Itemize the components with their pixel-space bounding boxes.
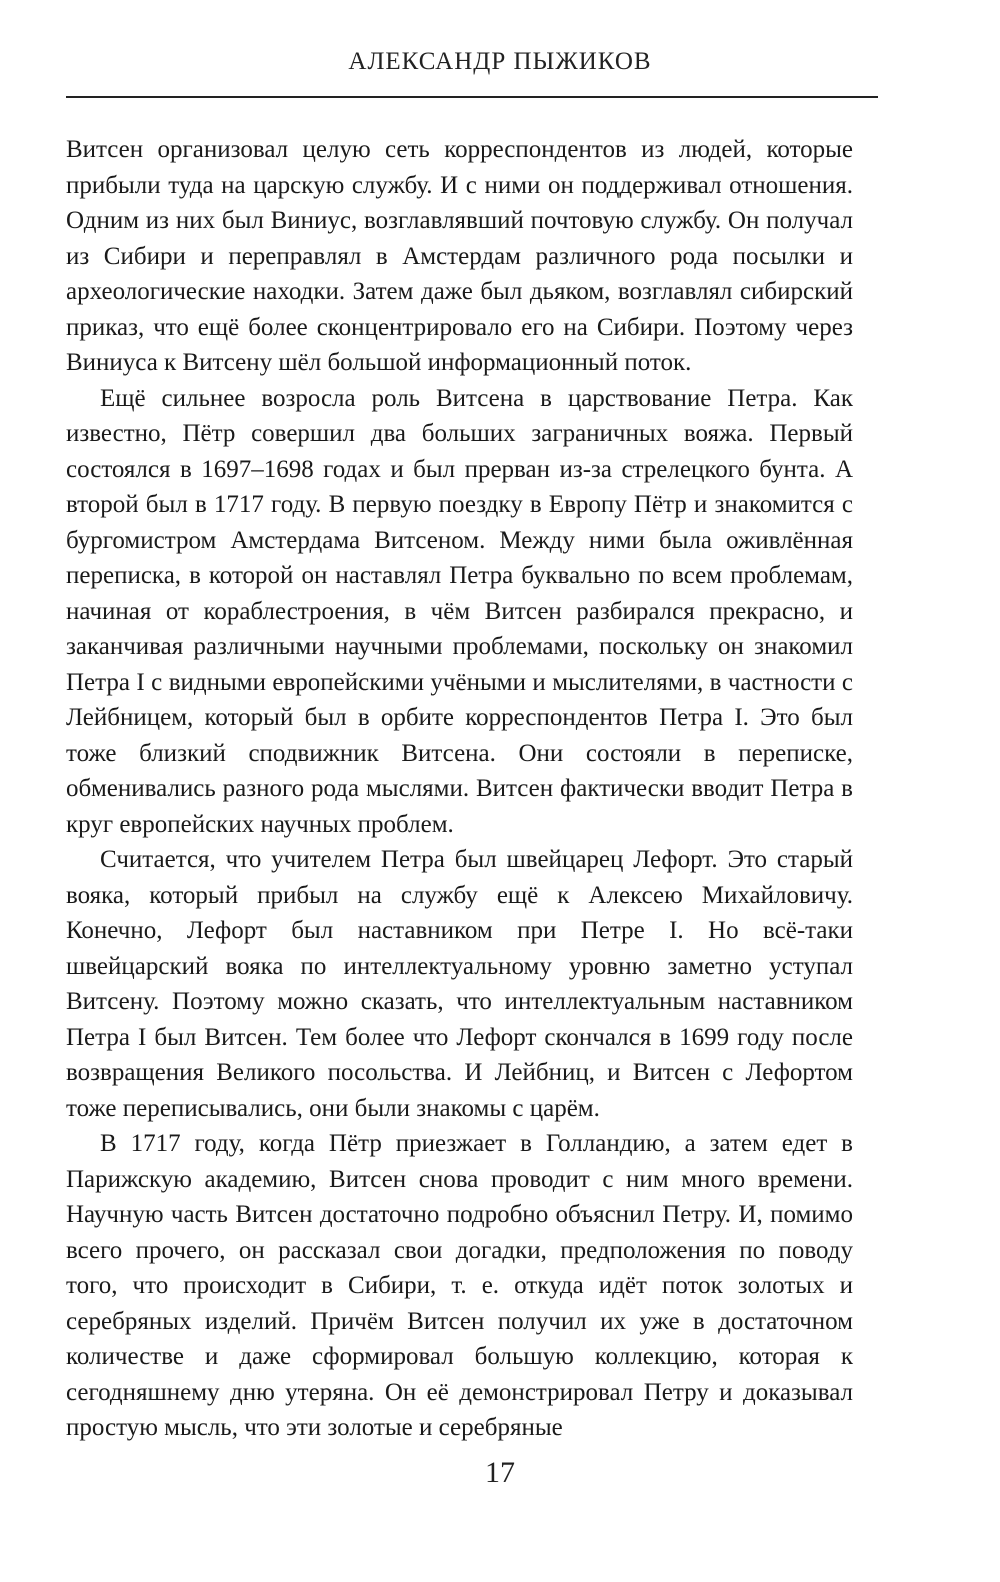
- paragraph-1: Витсен организовал целую сеть корреспондентов из людей, которые прибыли туда на царскую службу. И с ними он поддерживал отношения. Одним из них был Виниус, возглавлявший почтовую службу. Он получал из Сибири и переправлял в Амстердам различного рода посылки и археологические находки. Затем даже был дьяком, возглавлял сибирский приказ, что ещё более сконцентрировало его на Сибири. Поэтому через Виниуса к Витсену шёл большой информационный поток.: [66, 136, 853, 376]
- paragraph-2: Ещё сильнее возросла роль Витсена в царствование Петра. Как известно, Пётр совершил два больших заграничных вояжа. Первый состоялся в 1697–1698 годах и был прерван из-за стрелецкого бунта. А второй был в 1717 году. В первую поездку в Европу Пётр и знакомится с бургомистром Амстердама Витсеном. Между ними была оживлённая переписка, в которой он наставлял Петра буквально по всем проблемам, начиная от кораблестроения, в чём Витсен разбирался прекрасно, и заканчивая различными научными проблемами, поскольку он знакомил Петра I с видными европейскими учёными и мыслителями, в частности с Лейбницем, который был в орбите корреспондентов Петра I. Это был тоже близкий сподвижник Витсена. Они состояли в переписке, обменивались разного рода мыслями. Витсен фактически вводит Петра в круг европейских научных проблем.: [66, 384, 853, 838]
- running-header-author: АЛЕКСАНДР ПЫЖИКОВ: [348, 48, 652, 75]
- page-number: 17: [485, 1456, 515, 1489]
- header-divider: [66, 96, 878, 98]
- main-text: [66, 132, 853, 1446]
- paragraph-4: В 1717 году, когда Пётр приезжает в Голландию, а затем едет в Парижскую академию, Витсен снова проводит с ним много времени. Научную часть Витсен достаточно подробно объяснил Петру. И, помимо всего прочего, он рассказал свои догадки, предположения по поводу того, что происходит в Сибири, т. е. откуда идёт поток золотых и серебряных изделий. Причём Витсен получил их уже в достаточном количестве и даже сформировал большую коллекцию, которая к сегодняшнему дню утеряна. Он её демонстрировал Петру и доказывал простую мысль, что эти золотые и серебряные: [66, 1130, 853, 1441]
- paragraph-3: Считается, что учителем Петра был швейцарец Лефорт. Это старый вояка, который прибыл на службу ещё к Алексею Михайловичу. Конечно, Лефорт был наставником при Петре I. Но всё-таки швейцарский вояка по интеллектуальному уровню заметно уступал Витсену. Поэтому можно сказать, что интеллектуальным наставником Петра I был Витсен. Тем более что Лефорт скончался в 1699 году после возвращения Великого посольства. И Лейбниц, и Витсен с Лефортом тоже переписывались, они были знакомы с царём.: [66, 846, 853, 1122]
